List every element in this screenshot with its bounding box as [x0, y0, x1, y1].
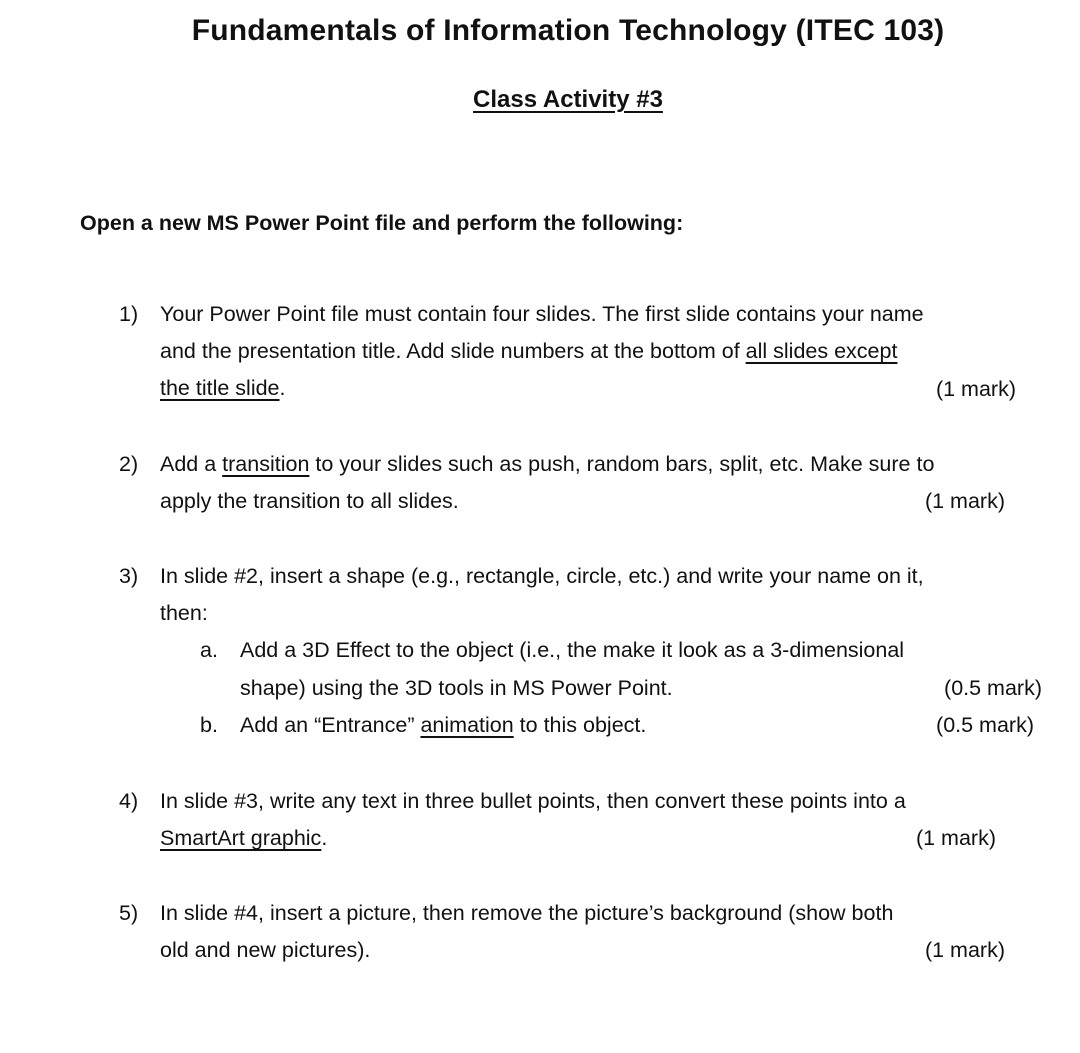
task-mark: (1 mark) [935, 377, 1016, 401]
task-text-line: In slide #2, insert a shape (e.g., rectangle, circle, etc.) and write your name on it, [160, 564, 924, 588]
task-mark: (0.5 mark) [936, 713, 1034, 737]
task-number: 2) [119, 452, 139, 476]
task-text-line [160, 452, 934, 477]
activity-heading-text: Class Activity #3 [473, 86, 663, 113]
task-number: 4) [119, 789, 139, 813]
task-mark: (1 mark) [915, 826, 996, 850]
instructions-intro: Open a new MS Power Point file and perform the following: [80, 211, 684, 235]
task-mark: (1 mark) [924, 489, 1005, 513]
task-text-line: apply the transition to all slides. [160, 489, 459, 513]
task-number: 3) [119, 564, 139, 588]
task-text-segment: and the presentation title. Add slide numbers at the bottom of [160, 339, 746, 363]
task-text-line [240, 713, 646, 738]
task-text-segment: Add a [160, 452, 223, 476]
underlined-text: transition [222, 452, 310, 476]
activity-heading [0, 86, 1080, 114]
task-text-line: Your Power Point file must contain four slides. The first slide contains your name [160, 302, 924, 326]
underlined-text: the title slide [160, 376, 280, 400]
task-text-line: Add a 3D Effect to the object (i.e., the make it look as a 3-dimensional [240, 638, 905, 662]
document-title: Fundamentals of Information Technology (ITEC 103) [191, 14, 945, 47]
task-text-line [160, 339, 897, 364]
underlined-text: animation [420, 713, 514, 737]
task-text-line [160, 376, 286, 401]
task-text-line: In slide #3, write any text in three bullet points, then convert these points into a [160, 789, 906, 813]
task-text-segment: to this object. [513, 713, 647, 737]
task-text-segment: to your slides such as push, random bars, split, etc. Make sure to [309, 452, 935, 476]
subtask-letter: b. [200, 713, 218, 737]
task-text-segment: . [321, 826, 328, 850]
task-text-segment: Add an “Entrance” [240, 713, 421, 737]
task-text-line: shape) using the 3D tools in MS Power Point. [240, 676, 673, 700]
task-text-line: old and new pictures). [160, 938, 371, 962]
task-text-segment: . [279, 376, 286, 400]
task-mark: (1 mark) [924, 938, 1005, 962]
task-text-line: then: [160, 601, 208, 625]
underlined-text: SmartArt graphic [160, 826, 322, 850]
task-number: 1) [119, 302, 139, 326]
task-text-line: In slide #4, insert a picture, then remove the picture’s background (show both [160, 901, 894, 925]
task-mark: (0.5 mark) [944, 676, 1042, 700]
task-text-line [160, 826, 327, 851]
subtask-letter: a. [200, 638, 218, 662]
underlined-text: all slides except [745, 339, 898, 363]
task-number: 5) [119, 901, 139, 925]
